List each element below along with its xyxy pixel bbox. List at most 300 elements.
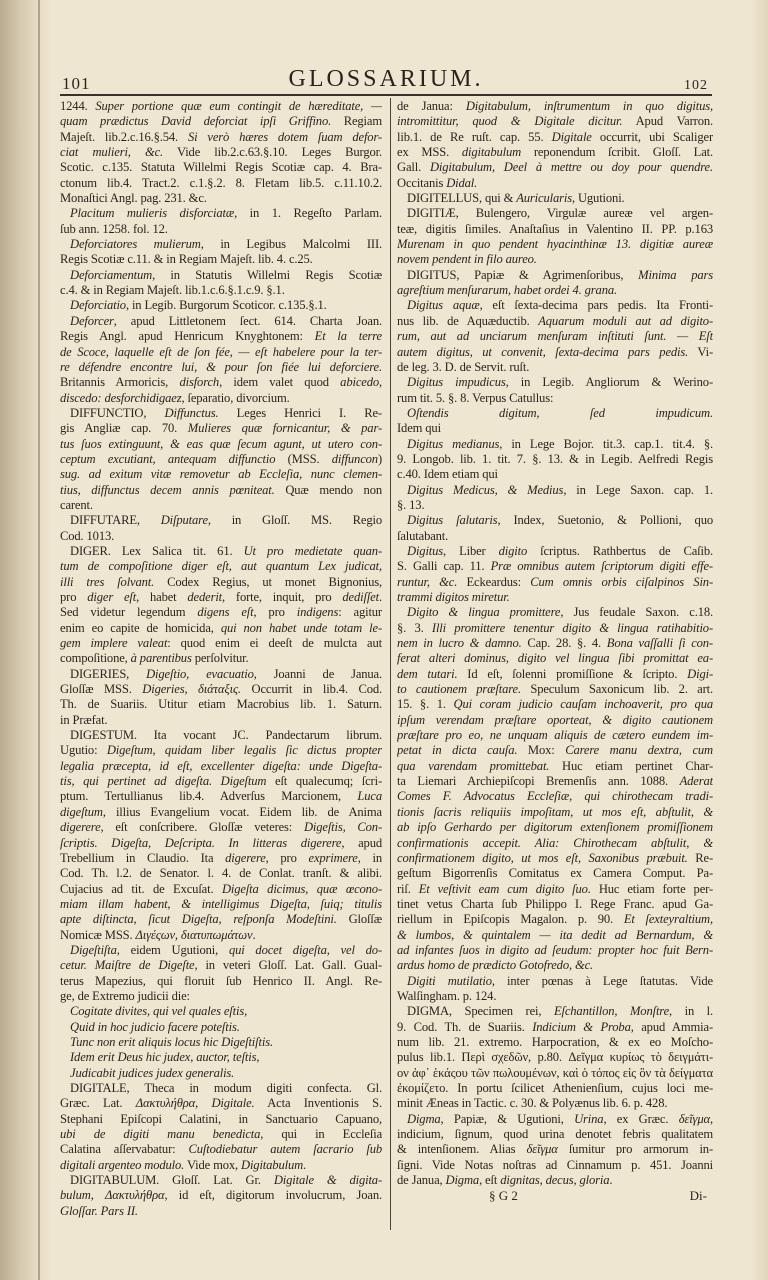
- roman-text: , Liber: [443, 543, 499, 558]
- italic-text: cetur. Maiſtre de Digeſte: [60, 958, 195, 973]
- text-line: [397, 651, 713, 666]
- italic-text: Judicabit judices judex generalis.: [70, 1065, 235, 1080]
- roman-text: geſtum Bigorrenſis Comitatus ex Camera Comput. Pa-: [397, 866, 713, 881]
- text-line: [60, 989, 382, 1004]
- italic-text: nem in lucro & damno.: [397, 636, 522, 651]
- text-line: [397, 452, 713, 467]
- text-line: [60, 713, 382, 728]
- roman-text: perſolvitur.: [191, 651, 249, 666]
- text-line: [397, 237, 713, 252]
- roman-text: teæ, digitis ſimiles. Anaſtaſius in Valentino II. PP. p.163: [397, 221, 713, 236]
- text-line: [60, 467, 382, 482]
- roman-text: Scotic. c.135. Statuta Willelmi Regis Scotiæ cap. 4. Bra-: [60, 160, 382, 175]
- roman-text: Calatina aſſervabatur:: [60, 1142, 189, 1157]
- italic-text: confirmationis accepit. Alia: Chirothecam abſtulit, &: [397, 835, 713, 850]
- text-line: [60, 513, 382, 528]
- italic-text: Deforciamentum: [70, 267, 153, 282]
- italic-text: Digeſtiſta: [70, 942, 117, 957]
- text-line: [397, 1081, 713, 1096]
- text-line: [397, 375, 713, 390]
- italic-text: Digeſta dicimus, quæ œcono-: [221, 881, 382, 896]
- roman-text: Apud Varron.: [622, 114, 713, 129]
- text-line: [397, 866, 713, 881]
- roman-text: , idem valet quod: [219, 375, 341, 390]
- text-line: [60, 682, 382, 697]
- roman-text: Speculum Saxonicum lib. 2. art.: [521, 682, 713, 697]
- text-line: [60, 298, 382, 313]
- text-line: [60, 437, 382, 452]
- italic-text: digens eſt: [197, 605, 254, 620]
- roman-text: DIGESTUM. Ita vocant JC. Pandectarum librum.: [70, 728, 382, 743]
- text-line: [397, 145, 713, 160]
- italic-text: abicedo,: [340, 375, 382, 390]
- italic-text: Mulieres quæ fornicantur, & par-: [187, 421, 382, 436]
- text-line: [397, 513, 713, 528]
- roman-text: , ſeparatio, divorcium.: [181, 390, 290, 405]
- column-divider: [390, 98, 391, 1230]
- text-line: [397, 498, 713, 513]
- roman-text: , eidem Ugutioni,: [116, 942, 229, 957]
- roman-text: , in Statutis Willelmi Regis Scotiæ: [152, 267, 382, 282]
- roman-text: , in Legib. Burgorum Scoticor. c.135.§.1.: [125, 298, 327, 313]
- text-line: [397, 345, 713, 360]
- roman-text: Re-: [687, 850, 713, 865]
- text-line: [397, 897, 713, 912]
- roman-text: , qui in Eccleſia: [260, 1127, 382, 1142]
- text-line: [397, 989, 713, 1004]
- italic-text: ipſum verendam præſtare oporteat, & digito cautionem: [397, 712, 713, 727]
- roman-text: terus Mapezius, qui floruit ſub Henrico II. Angl. Re-: [60, 973, 382, 988]
- italic-text: Tunc non erit aliquis locus hic Digeſtiſtis.: [70, 1034, 273, 1049]
- text-line: [397, 805, 713, 820]
- text-line: [60, 1127, 382, 1142]
- text-line: [397, 191, 713, 206]
- text-line: [397, 467, 713, 482]
- italic-text: Diſputare: [160, 513, 208, 528]
- italic-text: dignitas, decus, gloria: [500, 1173, 610, 1188]
- text-line: [397, 636, 713, 651]
- roman-text: .: [609, 1173, 613, 1188]
- text-line: [60, 114, 382, 129]
- roman-text: Regis Scotiæ c.11. & in Regiam Majeſt. lib. 4. c.25.: [60, 252, 313, 267]
- text-line: [397, 575, 713, 590]
- text-line: [397, 222, 713, 237]
- text-line: [60, 375, 382, 390]
- text-line: [60, 851, 382, 866]
- text-line: [397, 483, 713, 498]
- text-line: [397, 1050, 713, 1065]
- italic-text: Digitabulum, Deel à mettre ou doy pour quendre.: [429, 160, 713, 175]
- text-line: [397, 697, 713, 712]
- text-line: [60, 836, 382, 851]
- text-line: [60, 820, 382, 835]
- roman-text: rum tit. 5. §. 8. Verpus Catullus:: [397, 390, 554, 405]
- text-line: [60, 958, 382, 973]
- italic-text: Si verò hæres dotem ſuam defor-: [187, 129, 382, 144]
- text-line: [397, 283, 713, 298]
- roman-text: compoſitione,: [60, 651, 131, 666]
- italic-text: Diffunctus.: [164, 405, 219, 420]
- italic-text: Carere manu dextra, cum: [565, 743, 713, 758]
- text-line: [397, 421, 713, 436]
- italic-text: Digitabulum: [241, 1157, 304, 1172]
- italic-text: digeſtum: [60, 804, 103, 819]
- text-line: [60, 943, 382, 958]
- roman-text: Regiam: [331, 114, 382, 129]
- italic-text: legalia præcepta, id eſt, excellenter digeſta: unde Digeſta-: [60, 758, 382, 773]
- text-line: [60, 252, 382, 267]
- text-line: [397, 1035, 713, 1050]
- roman-text: , in 1. Regeſto Parlam.: [234, 206, 382, 221]
- text-line: [397, 130, 713, 145]
- text-line: [60, 651, 382, 666]
- text-line: [60, 544, 382, 559]
- text-line: [397, 314, 713, 329]
- roman-text: Mox:: [517, 743, 566, 758]
- roman-text: 1244.: [60, 99, 96, 113]
- roman-text: ον ἀφ᾽ ἑκάςου τῶν πωλουμένων, καὶ ὁ τόπος εἰς ὃν τὰ δείγματα: [397, 1065, 713, 1080]
- text-line: [60, 789, 382, 804]
- roman-text: de Janua:: [397, 99, 466, 113]
- italic-text: dederit: [187, 590, 223, 604]
- italic-text: ad infantes ſuos in digito ad ſeudum: propter hoc fuit Bern-: [397, 942, 713, 957]
- italic-text: Digi-: [687, 666, 713, 681]
- roman-text: Nomicæ MSS.: [60, 927, 136, 942]
- italic-text: ciat mulieri, &c.: [60, 145, 164, 160]
- text-line: [397, 728, 713, 743]
- italic-text: Ut pro medietate quan-: [243, 543, 382, 558]
- text-line: [397, 928, 713, 943]
- italic-text: Super portione quæ eum contingit de hæreditate, —: [95, 99, 382, 113]
- roman-text: ta Liemari Archiepiſcopi Bremenſis ann. 1088.: [397, 774, 680, 789]
- italic-text: ferat alteri dominus, digito vel lingua ſibi promittat ea-: [397, 651, 713, 666]
- text-line: [397, 774, 713, 789]
- text-line: [60, 176, 382, 191]
- roman-text: 9. Longob. lib. 1. tit. 7. §. 13. & in Legib. Aelfredi Regis: [397, 451, 713, 466]
- italic-text: præſtare pro eo, ne unquam aliquis de cætero eundem im-: [397, 728, 713, 743]
- italic-text: Digeries, διάταξις.: [142, 682, 241, 697]
- text-line: [60, 406, 382, 421]
- italic-text: tus ſuos extinguunt, & eas quæ ſecum agunt, ut utero con-: [60, 436, 382, 451]
- text-line: [397, 329, 713, 344]
- roman-text: ſalutabant.: [397, 528, 449, 543]
- italic-text: gem implere valeat: [60, 636, 168, 651]
- italic-text: tius, diffunctus decem annis pœniteat.: [60, 482, 275, 497]
- left-page-number: 101: [62, 74, 91, 93]
- roman-text: , in Legibus Malcolmi III.: [200, 237, 382, 252]
- italic-text: Gloſſar. Pars II.: [60, 1203, 138, 1218]
- italic-text: runtur, &c.: [397, 574, 458, 589]
- roman-text: de leg. 3. D. de Servit. ruſt.: [397, 359, 530, 374]
- roman-text: Eckeardus:: [457, 574, 531, 589]
- text-line: [60, 1081, 382, 1096]
- text-line: [60, 345, 382, 360]
- roman-text: occurrit, ubi Scaliger: [591, 129, 713, 144]
- text-line: [60, 529, 382, 544]
- text-line: [397, 559, 713, 574]
- gutter-fold-line: [38, 0, 40, 1280]
- roman-text: Vide lib.2.c.63.§.10. Leges Burgor.: [163, 145, 382, 160]
- text-line: [60, 1142, 382, 1157]
- italic-text: ceptum excutiant, antequam diffunctio: [60, 451, 276, 466]
- roman-text: eſt qualecumq; ſcri-: [266, 774, 382, 789]
- roman-text: riellum in Epiſcopis Magalon. p. 90.: [397, 912, 624, 927]
- italic-text: indigens: [296, 605, 339, 620]
- text-line: [397, 974, 713, 989]
- text-line: [60, 928, 382, 943]
- text-line: [397, 360, 713, 375]
- roman-text: .: [303, 1157, 307, 1172]
- text-line: [397, 759, 713, 774]
- text-line: [60, 483, 382, 498]
- roman-text: , forte, inquit, pro: [222, 590, 343, 604]
- italic-text: diger eſt: [87, 590, 137, 604]
- text-line: [60, 391, 382, 406]
- italic-text: sug. ad exitum vitæ removetur ab Eccleſia, nunc clemen-: [60, 467, 382, 482]
- italic-text: Auricularis: [516, 191, 572, 206]
- roman-text: c.4. & in Regiam Majeſt. lib.1.c.6.§.1.c.9. §.1.: [60, 283, 285, 298]
- roman-text: Regis Angl. apud Henricum Knyghtonem:: [60, 329, 315, 344]
- italic-text: qui non habet unde totam le-: [220, 620, 382, 635]
- italic-text: to cautionem præſtare.: [397, 682, 521, 697]
- text-line: [60, 130, 382, 145]
- roman-text: indicium, ſignum, quod urina denotet febris qualitatem: [397, 1127, 713, 1142]
- text-line: [397, 529, 713, 544]
- text-line: [397, 621, 713, 636]
- italic-text: Didal.: [446, 175, 478, 190]
- text-line: [397, 836, 713, 851]
- italic-text: exprimere: [308, 850, 358, 865]
- text-line: [397, 1020, 713, 1035]
- text-line: [397, 252, 713, 267]
- roman-text: riſ.: [397, 881, 419, 896]
- italic-text: ardus homo de prædicto Gotofredo, &c.: [397, 958, 594, 973]
- roman-text: (MSS.: [275, 451, 332, 466]
- italic-text: Cum omnis orbis ciſalpinos Sin-: [530, 574, 713, 589]
- roman-text: c.40. Idem etiam qui: [397, 467, 498, 482]
- italic-text: Placitum mulieris disforciatæ: [70, 206, 235, 221]
- italic-text: Et la terre: [314, 329, 382, 344]
- roman-text: , in Gloſſ. MS. Regio: [207, 513, 382, 528]
- catchword: Di-: [689, 1188, 707, 1204]
- text-line: [397, 820, 713, 835]
- text-line: [397, 406, 713, 421]
- roman-text: ge, de Extremo judicii die:: [60, 988, 190, 1003]
- roman-text: ſcriptus. Rathbertus de Caſib.: [527, 543, 713, 558]
- text-line: [397, 1127, 713, 1142]
- roman-text: 9. Cod. Th. de Suariis.: [397, 1019, 533, 1034]
- text-line: [397, 1004, 713, 1019]
- text-line: [60, 728, 382, 743]
- roman-text: ): [377, 451, 382, 466]
- running-head: [60, 66, 712, 94]
- roman-text: 15. §. 1.: [397, 697, 454, 712]
- text-line: [397, 1173, 713, 1188]
- italic-text: ſcriptis. Digeſta, Deſcripta. In litteras digerere: [60, 835, 342, 850]
- text-line: [60, 145, 382, 160]
- italic-text: dediſſet: [342, 590, 379, 604]
- roman-text: Idem qui: [397, 421, 441, 436]
- text-line: [60, 191, 382, 206]
- text-line: [397, 713, 713, 728]
- text-line: [397, 206, 713, 221]
- roman-text: Majeſt. lib.2.c.16.§.54.: [60, 129, 188, 144]
- roman-text: Cap. 28. §. 4.: [521, 636, 607, 651]
- roman-text: DIGITIÆ, Bulengero, Virgulæ aureæ vel argen-: [407, 206, 713, 221]
- roman-text: Stephani Epiſcopi Calatini, in Sanctuario Capuano,: [60, 1111, 382, 1126]
- roman-text: Occitanis: [397, 175, 447, 190]
- text-line: [60, 559, 382, 574]
- roman-text: , Ugutioni.: [571, 191, 625, 206]
- italic-text: Digeſtum, quidam liber legalis ſic dictus propter: [106, 743, 382, 758]
- signature-mark: § G 2: [489, 1188, 518, 1204]
- roman-text: , in Lege Saxon. cap. 1.: [563, 482, 713, 497]
- italic-text: Digitabulum, inſtrumentum in quo digitus,: [465, 99, 713, 113]
- italic-text: quam prædictus David deforciat ipſi Griffino.: [60, 114, 332, 129]
- italic-text: Digeſtio, evacuatio: [146, 666, 254, 681]
- roman-text: gis Angliæ cap. 70.: [60, 421, 188, 436]
- roman-text: DIFFUNCTIO,: [70, 405, 165, 420]
- text-line: [60, 1188, 382, 1203]
- italic-text: à parentibus: [130, 651, 192, 666]
- text-line: [397, 682, 713, 697]
- text-line: [397, 544, 713, 559]
- text-line: [60, 1158, 382, 1173]
- roman-text: §. 3.: [397, 620, 432, 635]
- roman-text: nus lib. de Aquæductib.: [397, 313, 539, 328]
- italic-text: Digitus: [407, 543, 444, 558]
- text-line: [60, 759, 382, 774]
- text-line: [397, 99, 713, 114]
- italic-text: digerere: [225, 850, 266, 865]
- text-line: [397, 943, 713, 958]
- italic-text: Digitus Medicus, & Medius: [407, 482, 564, 497]
- roman-text: , apud: [341, 835, 382, 850]
- roman-text: DIGITABULUM. Gloſſ. Lat. Gr.: [70, 1173, 274, 1188]
- text-line: [397, 789, 713, 804]
- italic-text: Digitus ſalutaris: [407, 513, 498, 528]
- roman-text: Quæ mendo non: [274, 482, 382, 497]
- italic-text: disforch: [179, 375, 220, 390]
- roman-text: Cod. 1013.: [60, 528, 115, 543]
- italic-text: ab ipſo Gerhardo per digitorum extenſionem promiſſionem: [397, 820, 713, 835]
- roman-text: Trebellium in Claudio. Ita: [60, 850, 226, 865]
- text-line: [60, 268, 382, 283]
- italic-text: Digitus impudicus: [407, 375, 506, 390]
- right-text-column: [397, 99, 713, 1204]
- text-line: [60, 160, 382, 175]
- roman-text: , in Legib. Angliorum & Werino-: [505, 375, 713, 390]
- italic-text: miam illam habent, & intelligimus Digeſta, ſuiq; titulis: [60, 896, 382, 911]
- roman-text: , Joanni de Janua.: [253, 666, 382, 681]
- roman-text: , eſt ſexta-decima pars pedis. Ita Fronti-: [479, 298, 713, 313]
- text-line: [60, 697, 382, 712]
- roman-text: Vide mox,: [184, 1157, 242, 1172]
- italic-text: Illi promittere tenentur digito & lingua ratihabitio-: [431, 620, 713, 635]
- italic-text: Digitus medianus: [407, 436, 500, 451]
- roman-text: DIGITUS, Papiæ & Agrimenſoribus,: [407, 267, 639, 282]
- roman-text: Acta Inventionis S.: [254, 1096, 382, 1111]
- roman-text: Huc etiam pertinet Char-: [549, 758, 713, 773]
- roman-text: ſigni. Vide Notas noſtras ad Cinnamum p. 451. Joanni: [397, 1157, 713, 1172]
- italic-text: Digma: [445, 1173, 480, 1188]
- italic-text: Digito & lingua promittere: [407, 605, 561, 620]
- roman-text: , eſt: [479, 1173, 501, 1188]
- text-line: [60, 1020, 382, 1035]
- roman-text: §. 13.: [397, 497, 425, 512]
- italic-text: tionis ſacris reliquiis impoſitam, ut mos eſt, abſtulit, &: [397, 804, 713, 819]
- page-footer: [397, 1188, 713, 1204]
- roman-text: reponendum ſcribit. Gloſſ. Lat.: [521, 145, 713, 160]
- italic-text: digitali argenteo modulo.: [60, 1157, 185, 1172]
- italic-text: digerere: [60, 820, 101, 835]
- text-line: [60, 974, 382, 989]
- italic-text: petat in dicta cauſa.: [397, 743, 518, 758]
- text-line: [60, 590, 382, 605]
- roman-text: carent.: [60, 497, 93, 512]
- italic-text: digitabulum: [461, 145, 522, 160]
- text-line: [60, 605, 382, 620]
- text-line: [397, 176, 713, 191]
- roman-text: , ex Græc.: [603, 1111, 679, 1126]
- roman-text: pulus lib.1. Περὶ σχεδῶν, p.80. Δεῖγμα κυρίως τὸ δειγμάτι-: [397, 1050, 713, 1065]
- italic-text: discedo: desforchidigaez: [60, 390, 182, 405]
- right-page-number: 102: [684, 78, 708, 93]
- italic-text: Deforcer: [70, 313, 114, 328]
- italic-text: Διγέςων, διατυπωμάτων: [135, 927, 253, 942]
- text-line: [60, 237, 382, 252]
- text-line: [60, 99, 382, 114]
- roman-text: Sed videtur legendum: [60, 605, 198, 620]
- text-line: [60, 1035, 382, 1050]
- italic-text: Præ omnibus autem ſcriptorum digiti effe-: [490, 559, 713, 574]
- roman-text: ex MSS.: [397, 145, 462, 160]
- text-line: [60, 206, 382, 221]
- italic-text: Bona vaſſalli ſi con-: [606, 636, 713, 651]
- text-line: [60, 882, 382, 897]
- roman-text: DIGERIES,: [70, 666, 147, 681]
- text-line: [397, 851, 713, 866]
- roman-text: in Præfat.: [60, 712, 108, 727]
- roman-text: minit Æneas in Tactic. c. 30. & Polyænus lib. 6. p. 428.: [397, 1096, 668, 1111]
- text-line: [397, 1112, 713, 1127]
- roman-text: lib.1. de Re ruſt. cap. 55.: [397, 129, 552, 144]
- text-line: [60, 222, 382, 237]
- roman-text: , id eſt, digitorum involucrum, Joan.: [164, 1188, 382, 1203]
- italic-text: Quid in hoc judicio facere poteſtis.: [70, 1019, 240, 1034]
- roman-text: Cujacius ad tit. de Excuſat.: [60, 881, 222, 896]
- text-line: [60, 774, 382, 789]
- text-line: [60, 575, 382, 590]
- italic-text: novem pendent in filo aureo.: [397, 252, 537, 267]
- roman-text: .: [378, 590, 382, 604]
- italic-text: qui docet digeſta, vel do-: [228, 942, 382, 957]
- text-line: [60, 805, 382, 820]
- roman-text: , in veteri Gloſſ. Lat. Gall. Gual-: [194, 958, 382, 973]
- text-line: [60, 329, 382, 344]
- italic-text: Deforciatores mulierum: [70, 237, 201, 252]
- roman-text: Cod. Th. l.2. de Senator. l. 4. de Conlat. tranſt. & alibi.: [60, 866, 382, 881]
- roman-text: enim eo capite de homicida,: [60, 620, 221, 635]
- roman-text: DIGER. Lex Salica tit. 61.: [70, 543, 244, 558]
- italic-text: Qui coram judicio cauſam inchoaverit, pro qua: [453, 697, 713, 712]
- italic-text: Oſtendis digitum, ſed impudicum.: [407, 405, 713, 420]
- text-line: [397, 958, 713, 973]
- roman-text: , apud Ammia-: [630, 1019, 713, 1034]
- text-line: [60, 452, 382, 467]
- italic-text: Aquarum moduli aut ad digito-: [538, 313, 713, 328]
- roman-text: , inter pœnas à Lege ſtatutas. Vide: [491, 973, 713, 988]
